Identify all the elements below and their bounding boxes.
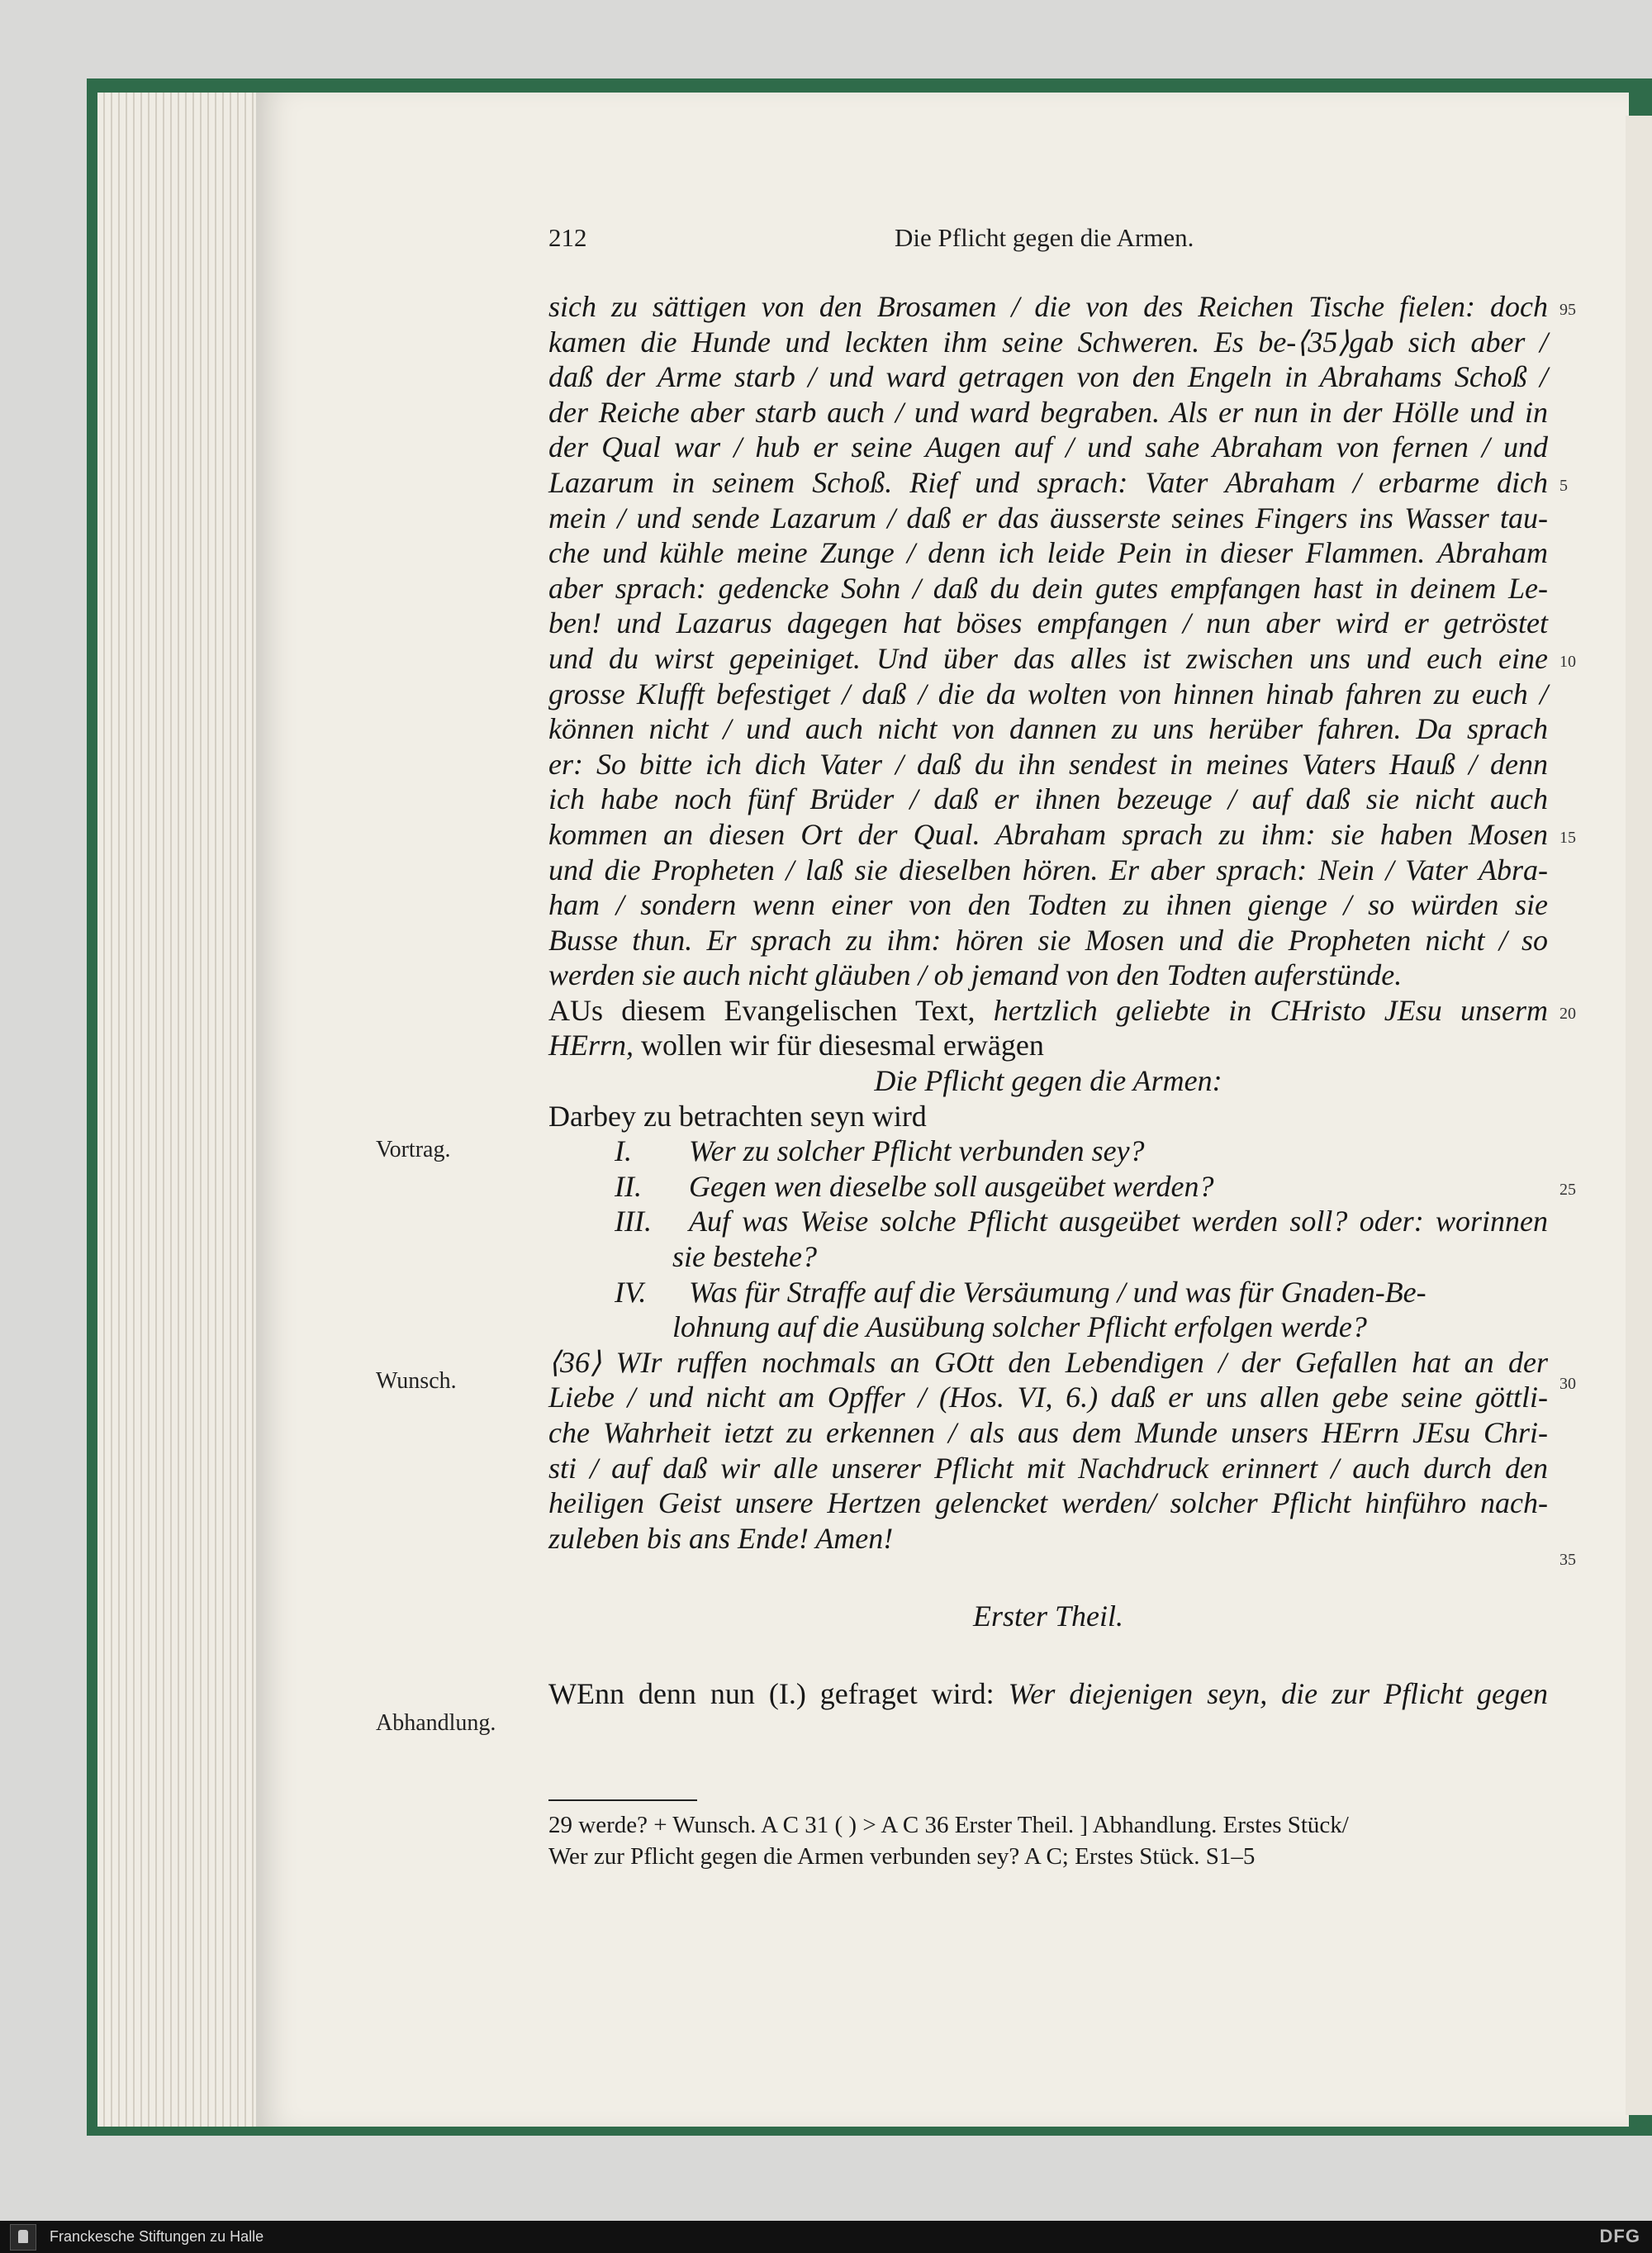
facing-page-edge — [1626, 116, 1652, 2115]
text-line: er: So bitte ich dich Vater / daß du ihn sendest in meines Vaters Hauß / denn — [548, 747, 1548, 781]
text-italic: Wer diejenigen seyn, die zur Pflicht gegen — [1008, 1676, 1549, 1710]
text-line: können nicht / und auch nicht von dannen zu uns herüber fahren. Da sprach — [548, 712, 1548, 746]
line-number: 10 — [1559, 653, 1576, 671]
text-italic: hertzlich geliebte in CHristo JEsu unserm — [993, 993, 1549, 1027]
text-line: sich zu sättigen von den Brosamen / die von des Reichen Tische fielen: doch — [548, 290, 1548, 323]
text-roman: wollen wir für diesesmal erwägen — [641, 1029, 1044, 1062]
text-line: grosse Klufft befestiget / daß / die da wolten von hinnen hinab fahren zu euch / — [548, 677, 1548, 711]
list-text: Auf was Weise solche Pflicht ausgeübet werden soll? oder: worinnen — [689, 1205, 1548, 1238]
main-text — [548, 289, 1548, 1711]
running-title: Die Pflicht gegen die Armen. — [895, 223, 1194, 252]
list-text: Wer zu solcher Pflicht verbunden sey? — [689, 1134, 1145, 1168]
viewer-footer-bar — [0, 2221, 1652, 2253]
line-number: 25 — [1559, 1181, 1576, 1199]
text-line — [548, 1676, 1548, 1712]
margin-note-vortrag: Vortrag. — [376, 1137, 451, 1162]
line-number: 35 — [1559, 1551, 1576, 1569]
text-roman: AUs diesem Evangelischen Text, — [548, 993, 976, 1027]
text-line: ham / sondern wenn einer von den Todten zu ihnen gienge / so würden sie — [548, 888, 1548, 922]
text-line: und die Propheten / laß sie dieselben hören. Er aber sprach: Nein / Vater Abra- — [548, 853, 1548, 886]
margin-note-abhandlung: Abhandlung. — [376, 1710, 496, 1736]
text-line: und du wirst gepeiniget. Und über das alles ist zwischen uns und euch eine — [548, 641, 1548, 675]
list-number: I. — [615, 1134, 632, 1168]
text-italic: HErrn, — [548, 1029, 634, 1062]
list-number: IV. — [615, 1275, 647, 1309]
spacer — [548, 1641, 1548, 1676]
text-line: ⟨36⟩ WIr ruffen nochmals an GOtt den Lebendigen / der Gefallen hat an der — [548, 1345, 1548, 1379]
text-line — [548, 1028, 1548, 1063]
text-line: ben! und Lazarus dagegen hat böses empfangen / nun aber wird er getröstet — [548, 606, 1548, 640]
text-line — [548, 993, 1548, 1029]
footnote-line: 29 werde? + Wunsch. A C 31 ( ) > A C 36 Erster Theil. ] Abhandlung. Erstes Stück/ — [548, 1812, 1349, 1838]
text-line: der Qual war / hub er seine Augen auf / und sahe Abraham von fernen / und — [548, 430, 1548, 464]
text-line: ich habe noch fünf Brüder / daß er ihnen bezeuge / auf daß sie nicht auch — [548, 782, 1548, 816]
spacer — [548, 1556, 1548, 1591]
text-roman: WEnn denn nun (I.) gefraget wird: — [548, 1676, 995, 1710]
subject-heading: Die Pflicht gegen die Armen: — [874, 1064, 1222, 1098]
section-heading: Erster Theil. — [972, 1599, 1123, 1633]
text-line: Darbey zu betrachten seyn wird — [548, 1099, 927, 1133]
text-line: kommen an diesen Ort der Qual. Abraham sprach zu ihm: sie haben Mosen — [548, 817, 1548, 851]
text-line: Liebe / und nicht am Opffer / (Hos. VI, 6.) daß er uns allen gebe seine göttli- — [548, 1381, 1548, 1414]
text-line: kamen die Hunde und leckten ihm seine Schweren. Es be-⟨35⟩gab sich aber / — [548, 325, 1548, 359]
footnotes — [548, 1809, 1548, 1872]
institution-logo-icon — [10, 2224, 36, 2251]
footnote-rule — [548, 1799, 697, 1801]
text-line: aber sprach: gedencke Sohn / daß du dein gutes empfangen hast in deinem Le- — [548, 571, 1548, 605]
institution-name: Franckesche Stiftungen zu Halle — [50, 2228, 264, 2245]
line-number: 20 — [1559, 1005, 1576, 1023]
list-item — [548, 1169, 1548, 1205]
text-line: werden sie auch nicht gläuben / ob jemand von den Todten auferstünde. — [548, 958, 1403, 992]
text-line: zuleben bis ans Ende! Amen! — [548, 1521, 894, 1555]
margin-note-wunsch: Wunsch. — [376, 1368, 457, 1394]
line-number: 15 — [1559, 829, 1576, 847]
list-item — [548, 1134, 1548, 1169]
text-line: heiligen Geist unsere Hertzen gelencket werden/ solcher Pflicht hinführo nach- — [548, 1486, 1548, 1520]
footnote-line: Wer zur Pflicht gegen die Armen verbunden sey? A C; Erstes Stück. S1–5 — [548, 1843, 1256, 1870]
list-item-continued: lohnung auf die Ausübung solcher Pflicht erfolgen werde? — [672, 1310, 1367, 1344]
text-line: der Reiche aber starb auch / und ward begraben. Als er nun in der Hölle und in — [548, 395, 1548, 429]
list-text: Gegen wen dieselbe soll ausgeübet werden? — [689, 1169, 1214, 1203]
text-line: Busse thun. Er sprach zu ihm: hören sie Mosen und die Propheten nicht / so — [548, 923, 1548, 957]
text-line: daß der Arme starb / und ward getragen von den Engeln in Abrahams Schoß / — [548, 360, 1548, 394]
list-item-continued: sie bestehe? — [672, 1240, 817, 1274]
line-number: 30 — [1559, 1375, 1576, 1393]
list-text: Was für Straffe auf die Versäumung / und was für Gnaden-Be- — [689, 1275, 1427, 1309]
list-item — [548, 1204, 1548, 1239]
list-number: II. — [615, 1169, 642, 1203]
dfg-logo: DFG — [1599, 2226, 1640, 2246]
line-number: 95 — [1559, 301, 1576, 319]
line-number: 5 — [1559, 477, 1568, 495]
list-item — [548, 1275, 1548, 1310]
text-line: Lazarum in seinem Schoß. Rief und sprach: Vater Abraham / erbarme dich — [548, 465, 1548, 499]
text-line: che Wahrheit ietzt zu erkennen / als aus dem Munde unsers HErrn JEsu Chri- — [548, 1416, 1548, 1449]
text-line: mein / und sende Lazarum / daß er das äusserste seines Fingers ins Wasser tau- — [548, 501, 1548, 535]
page-edges — [97, 93, 271, 2127]
page-number: 212 — [548, 223, 587, 252]
text-line: che und kühle meine Zunge / denn ich leide Pein in dieser Flammen. Abraham — [548, 536, 1548, 570]
list-number: III. — [615, 1205, 652, 1238]
text-line: sti / auf daß wir alle unserer Pflicht mit Nachdruck erinnert / auch durch den — [548, 1451, 1548, 1485]
